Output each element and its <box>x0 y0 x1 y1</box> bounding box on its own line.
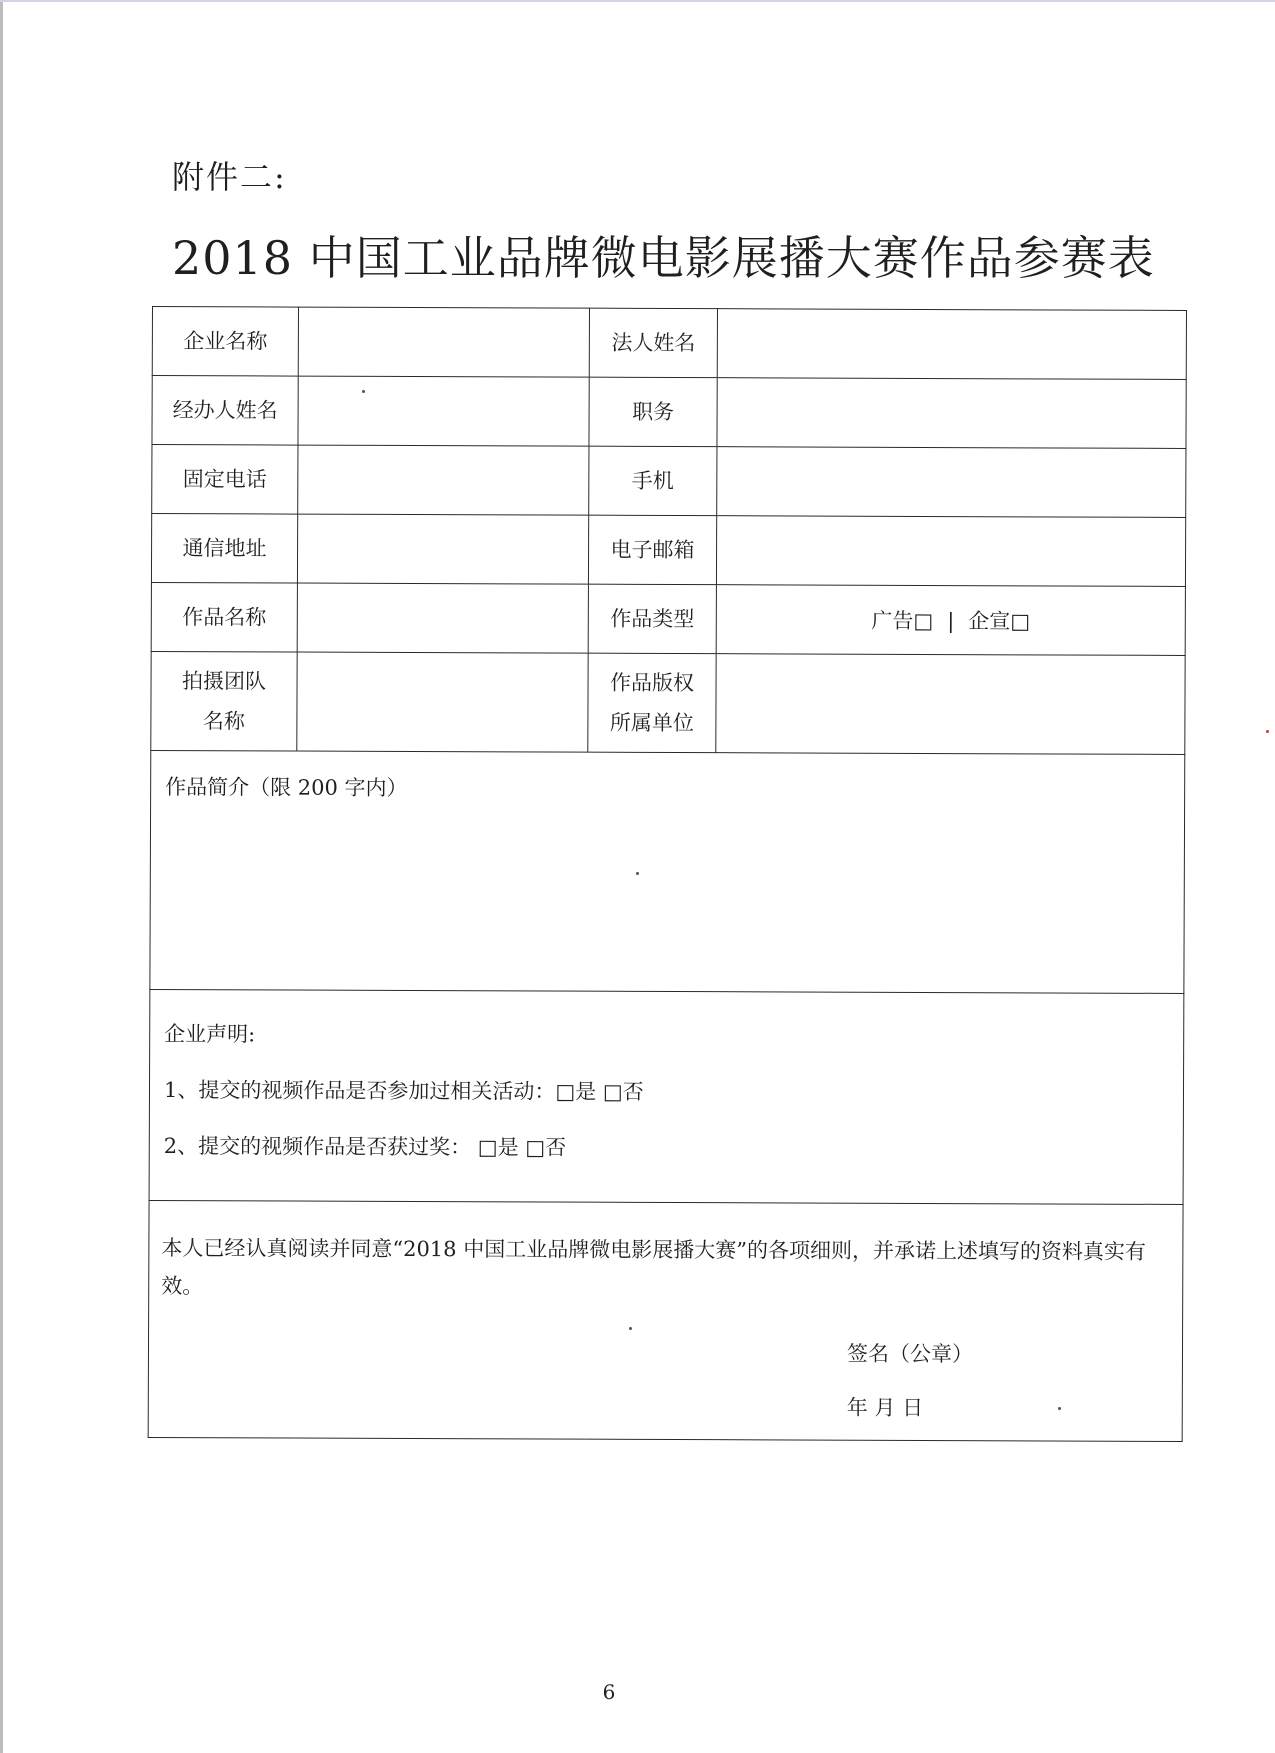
form-row-phone <box>152 445 1186 518</box>
declaration-section <box>149 989 1184 1204</box>
declaration-item-2[interactable]: 2、提交的视频作品是否获过奖： □是 □否 <box>163 1134 567 1160</box>
label-copyright-owner-line1: 作品版权 <box>610 670 695 696</box>
field-work-intro[interactable] <box>150 750 1185 993</box>
label-team-name-line1: 拍摄团队 <box>182 669 267 694</box>
label-team-name-line2: 名称 <box>202 709 245 734</box>
declaration-item-1[interactable]: 1、提交的视频作品是否参加过相关活动：□是 □否 <box>163 1078 644 1104</box>
label-company-name: 企业名称 <box>152 307 298 377</box>
signature-label[interactable]: 签名（公章） <box>846 1341 974 1367</box>
label-copyright-owner <box>588 653 716 752</box>
declaration-title: 企业声明: <box>164 1022 256 1047</box>
option-separator: | <box>947 609 955 634</box>
form-row-pledge <box>148 1200 1183 1441</box>
pledge-text: 本人已经认真阅读并同意“2018 中国工业品牌微电影展播大赛”的各项细则，并承诺上述填写的资料真实有效。 <box>161 1236 1147 1299</box>
form-row-declaration <box>149 989 1184 1204</box>
entry-form-table <box>148 306 1187 1442</box>
pledge-section <box>148 1200 1183 1441</box>
field-work-name[interactable] <box>297 583 588 653</box>
field-handler-name[interactable] <box>298 376 589 446</box>
form-row-company <box>152 307 1186 380</box>
label-landline: 固定电话 <box>152 445 298 515</box>
scan-speck <box>636 872 639 875</box>
form-title: 2018 中国工业品牌微电影展播大赛作品参赛表 <box>172 231 1155 285</box>
checkbox-corporate-promo[interactable]: 企宣□ <box>968 609 1031 634</box>
label-copyright-owner-line2: 所属单位 <box>609 710 694 736</box>
scan-speck <box>1058 1407 1061 1410</box>
label-mobile: 手机 <box>589 446 717 515</box>
scan-edge <box>0 0 3 1753</box>
form-row-team <box>151 651 1185 754</box>
checkbox-advertisement[interactable]: 广告□ <box>871 608 934 634</box>
field-email[interactable] <box>716 516 1185 587</box>
scan-speck <box>1266 730 1269 733</box>
label-email: 电子邮箱 <box>588 515 716 584</box>
scan-edge-top <box>0 0 1275 2</box>
field-landline[interactable] <box>298 445 589 515</box>
page-number: 6 <box>602 1680 616 1704</box>
field-copyright-owner[interactable] <box>716 654 1185 755</box>
label-handler-name: 经办人姓名 <box>152 376 298 446</box>
label-work-intro: 作品简介（限 200 字内） <box>165 775 408 800</box>
form-row-handler <box>152 376 1186 449</box>
field-address[interactable] <box>297 514 588 584</box>
scan-speck <box>629 1327 632 1330</box>
form-row-intro <box>150 750 1185 993</box>
form-row-work <box>151 582 1185 655</box>
label-team-name <box>151 651 297 751</box>
label-position: 职务 <box>589 377 717 446</box>
field-team-name[interactable] <box>297 652 588 752</box>
date-label[interactable]: 年 月 日 <box>846 1395 924 1420</box>
field-legal-rep-name[interactable] <box>717 309 1186 380</box>
label-work-type: 作品类型 <box>588 584 716 653</box>
label-legal-rep-name: 法人姓名 <box>589 308 717 377</box>
form-row-address <box>151 514 1185 587</box>
label-address: 通信地址 <box>151 514 297 584</box>
field-position[interactable] <box>717 378 1186 449</box>
field-company-name[interactable] <box>298 307 589 377</box>
annex-label: 附件二: <box>172 158 287 196</box>
scan-speck <box>362 390 365 393</box>
label-work-name: 作品名称 <box>151 582 297 652</box>
work-type-options <box>716 585 1185 656</box>
field-mobile[interactable] <box>717 447 1186 518</box>
